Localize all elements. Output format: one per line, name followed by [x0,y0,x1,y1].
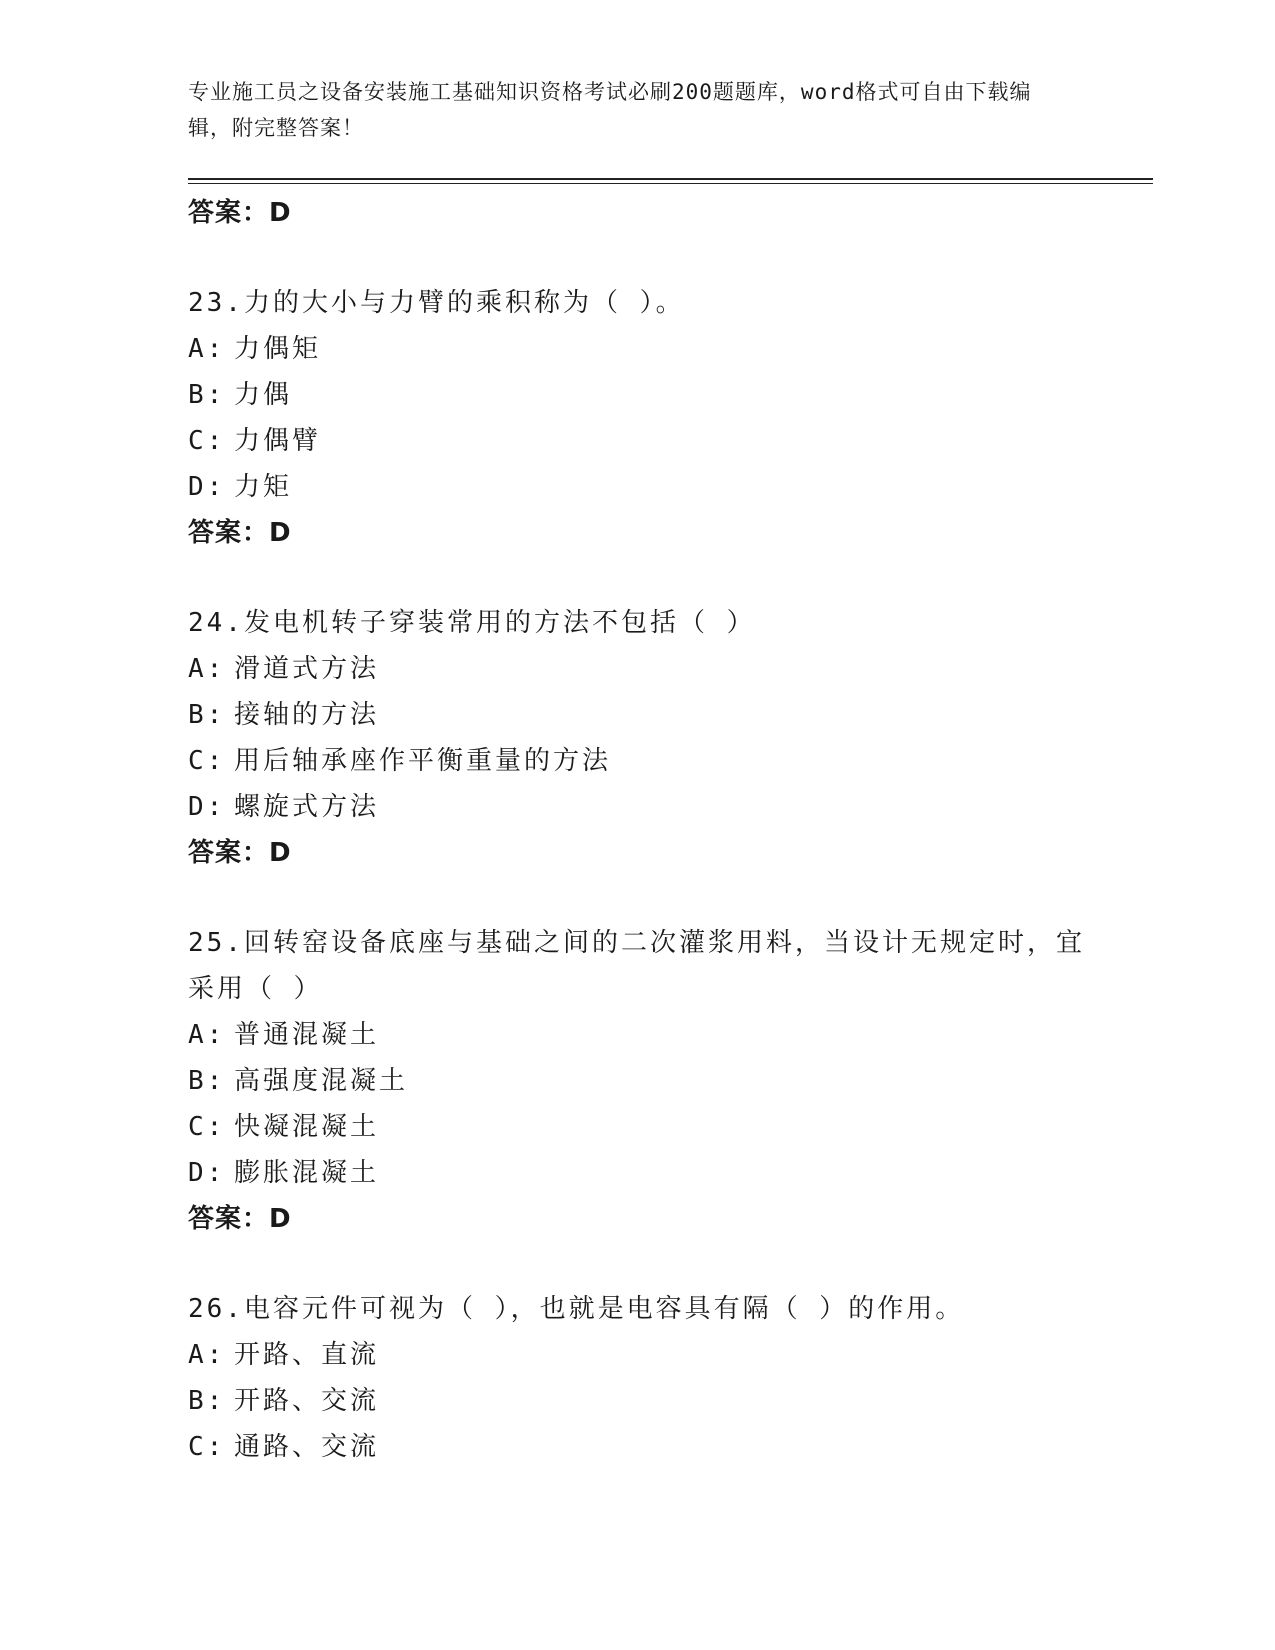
option-letter: C: [188,426,226,456]
answer-label: 答案：D [188,198,292,228]
header-rule-thick [188,178,1153,180]
option-text: 用后轴承座作平衡重量的方法 [234,746,612,776]
question-item [188,920,1088,1242]
header-rule-thin [188,183,1153,184]
option-letter: C: [188,746,226,776]
option-letter: D: [188,472,226,502]
question-text: 24.发电机转子穿装常用的方法不包括（ ） [188,608,756,638]
question-text: 25.回转窑设备底座与基础之间的二次灌浆用料，当设计无规定时，宜采用（ ） [188,928,1085,1004]
option-c [188,1104,1088,1150]
option-text: 力矩 [234,472,293,502]
option-c [188,418,1088,464]
option-c [188,738,1088,784]
option-text: 螺旋式方法 [234,792,380,822]
option-letter: A: [188,654,226,684]
answer-label: 答案：D [188,518,292,548]
option-text: 滑道式方法 [234,654,380,684]
option-text: 开路、交流 [234,1386,380,1416]
question-item [188,280,1088,556]
option-d [188,1150,1088,1196]
option-letter: C: [188,1112,226,1142]
option-letter: A: [188,1020,226,1050]
option-letter: A: [188,1340,226,1370]
option-text: 通路、交流 [234,1432,380,1462]
option-text: 膨胀混凝土 [234,1158,380,1188]
option-letter: D: [188,1158,226,1188]
question-text: 23.力的大小与力臂的乘积称为（ ）。 [188,288,685,318]
question-item [188,1286,1088,1470]
option-text: 力偶矩 [234,334,322,364]
option-text: 快凝混凝土 [234,1112,380,1142]
answer-label: 答案：D [188,1204,292,1234]
option-text: 力偶 [234,380,293,410]
option-letter: B: [188,700,226,730]
question-item [188,600,1088,876]
option-c [188,1424,1088,1470]
option-text: 接轴的方法 [234,700,380,730]
option-letter: B: [188,1386,226,1416]
option-text: 力偶臂 [234,426,322,456]
option-b [188,372,1088,418]
option-letter: D: [188,792,226,822]
option-text: 高强度混凝土 [234,1066,409,1096]
option-b [188,692,1088,738]
option-b [188,1378,1088,1424]
option-a [188,646,1088,692]
option-a [188,1012,1088,1058]
option-b [188,1058,1088,1104]
option-letter: B: [188,1066,226,1096]
option-d [188,464,1088,510]
answer-label: 答案：D [188,838,292,868]
option-letter: C: [188,1432,226,1462]
option-d [188,784,1088,830]
document-header: 专业施工员之设备安装施工基础知识资格考试必刷200题题库，word格式可自由下载编辑，附完整答案！ [188,80,1032,140]
option-a [188,326,1088,372]
question-list [188,190,1088,1470]
option-letter: B: [188,380,226,410]
option-text: 普通混凝土 [234,1020,380,1050]
option-letter: A: [188,334,226,364]
option-text: 开路、直流 [234,1340,380,1370]
option-a [188,1332,1088,1378]
question-text: 26.电容元件可视为（ ），也就是电容具有隔（ ）的作用。 [188,1294,965,1324]
